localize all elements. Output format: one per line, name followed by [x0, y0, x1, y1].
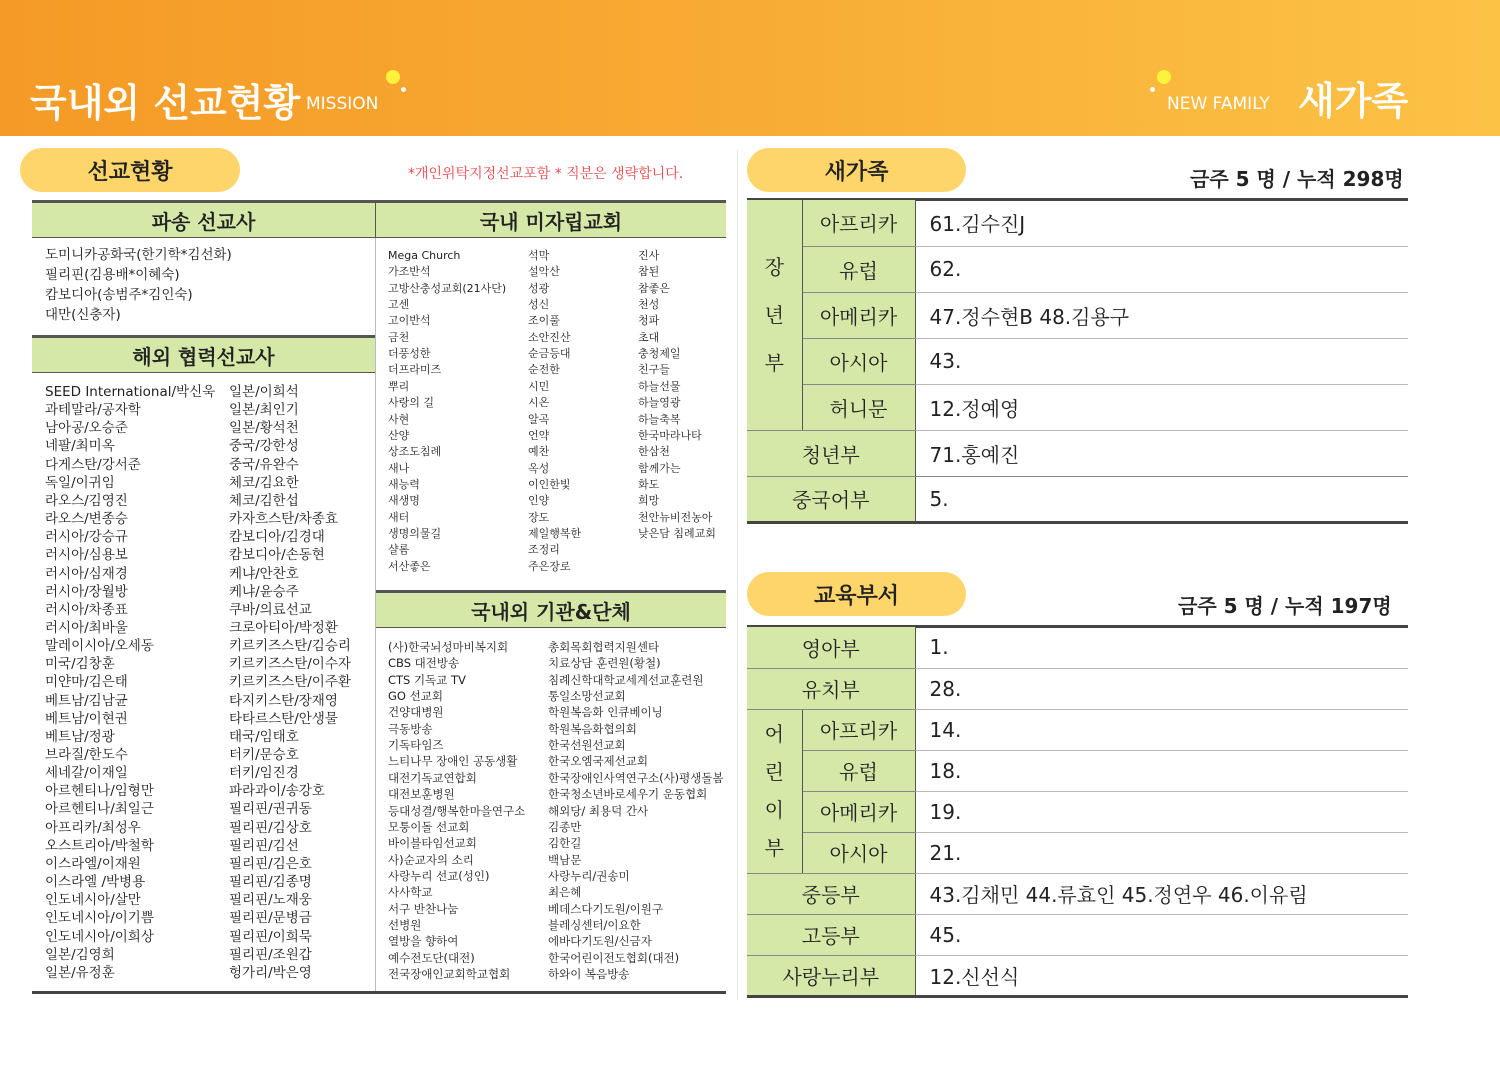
- list-item: 모퉁이돌 선교회: [388, 819, 470, 834]
- list-item: 캄보디아(송범주*김인숙): [45, 287, 193, 303]
- list-item: 언약: [528, 428, 550, 442]
- row-label: 사랑누리부: [747, 955, 915, 996]
- list-item: 이스라엘 /박병용: [45, 874, 146, 891]
- list-item: 가조반석: [388, 265, 431, 279]
- list-item: 필리핀/노재웅: [229, 892, 312, 909]
- list-item: 새능력: [388, 477, 420, 491]
- list-item: 일본/김영희: [45, 946, 115, 963]
- list-item: 필리핀/김상호: [229, 819, 312, 836]
- newfamily-subtitle: NEW FAMILY: [1167, 94, 1270, 114]
- list-item: GO 선교회: [388, 689, 443, 704]
- list-item: 말레이시아/오세동: [45, 638, 154, 655]
- list-item: 베트남/김남균: [45, 692, 128, 709]
- list-item: 이스라엘/이재원: [45, 855, 141, 872]
- list-item: 아르헨티나/임형만: [45, 783, 154, 800]
- list-item: 쿠바/의료선교: [229, 601, 312, 618]
- list-item: 에바다기도원/신금자: [548, 934, 652, 949]
- list-item: 충청제일: [638, 347, 681, 361]
- row-label: 아메리카: [802, 292, 915, 338]
- list-item: 캄보디아/손동현: [229, 547, 325, 564]
- list-item: 학원복음화 인큐베이닝: [548, 705, 663, 720]
- list-item: 서구 반찬나눔: [388, 901, 459, 916]
- row-value: 43.김채민 44.류효인 45.정연우 46.이유림: [915, 873, 1408, 914]
- list-item: 키르키즈스탄/이주환: [229, 674, 351, 691]
- list-item: 새터: [388, 510, 410, 524]
- list-item: 제일행복한: [528, 526, 582, 540]
- list-item: 사랑의 길: [388, 396, 435, 410]
- list-item: 케냐/안찬호: [229, 565, 299, 582]
- list-item: 오스트리아/박철학: [45, 837, 154, 854]
- list-item: 독일/이귀임: [45, 474, 115, 491]
- list-item: 초대: [638, 330, 660, 344]
- list-item: 아르헨티나/최일근: [45, 801, 154, 818]
- bottom-rule: [32, 991, 726, 994]
- newfamily-title: 새가족: [1298, 79, 1409, 123]
- list-item: 상조도침례: [388, 445, 442, 459]
- header-banner: [0, 0, 1500, 136]
- list-item: 소안진산: [528, 330, 571, 344]
- list-item: 등대성결/행복한마을연구소: [388, 803, 526, 818]
- list-item: 아프리카/최성우: [45, 819, 141, 836]
- list-item: 치료상담 훈련원(황철): [548, 656, 661, 671]
- page-divider: [737, 150, 738, 1000]
- list-item: 조이풀: [528, 314, 560, 328]
- list-item: 하늘영광: [638, 396, 681, 410]
- list-item: 시민: [528, 379, 550, 393]
- list-item: 카자흐스탄/차종효: [229, 511, 338, 528]
- list-item: 기독타임즈: [388, 738, 444, 753]
- row-value: 61.김수진J: [915, 200, 1408, 246]
- list-item: Mega Church: [388, 249, 461, 262]
- group-label-children: [747, 709, 802, 873]
- list-item: CBS 대전방송: [388, 656, 460, 671]
- list-item: 한국청소년바로세우기 운동협회: [548, 787, 708, 802]
- row-value: 12.정예영: [915, 384, 1408, 430]
- list-item: 남아공/오승준: [45, 420, 128, 437]
- list-item: (사)한국뇌성마비복지회: [388, 640, 509, 654]
- list-item: 해외당/ 최용덕 간사: [548, 803, 649, 818]
- list-item: 극동방송: [388, 721, 433, 736]
- list-item: 네팔/최미옥: [45, 438, 115, 455]
- list-item: 산양: [388, 428, 410, 442]
- row-label: 아메리카: [802, 791, 915, 832]
- list-item: 학원복음화협의회: [548, 721, 637, 736]
- list-item: 헝가리/박은영: [229, 964, 312, 981]
- list-item: 키르키즈스탄/김승리: [229, 638, 351, 655]
- row-label: 유럽: [802, 750, 915, 791]
- row-value: 1.: [915, 627, 1408, 668]
- list-item: 라오스/변종승: [45, 511, 128, 528]
- list-item: 하늘선물: [638, 379, 681, 393]
- row-label: 허니문: [802, 384, 915, 430]
- row-value: 28.: [915, 668, 1408, 709]
- list-item: 한국어린이전도협회(대전): [548, 950, 680, 965]
- list-item: 통일소망선교회: [548, 689, 626, 704]
- list-item: 블레싱센터/이요한: [548, 917, 641, 932]
- list-item: 베트남/이현권: [45, 710, 128, 727]
- row-value: 21.: [915, 832, 1408, 873]
- list-item: 고방산충성교회(21사단): [388, 281, 507, 295]
- list-item: 한국선원선교회: [548, 738, 626, 753]
- list-item: 전국장애인교회학교협회: [388, 967, 511, 981]
- list-item: 필리핀/조원갑: [229, 946, 312, 963]
- list-item: 알곡: [528, 412, 550, 426]
- row-label: 아프리카: [802, 709, 915, 750]
- list-item: 러시아/최바울: [45, 619, 128, 636]
- list-item: 캄보디아/김경대: [229, 529, 325, 546]
- dot-icon: [401, 87, 406, 92]
- row-value: 47.정수현B 48.김용구: [915, 292, 1408, 338]
- list-item: 일본/유정훈: [45, 964, 115, 981]
- list-item: 체코/김요한: [229, 474, 299, 491]
- list-item: 친구들: [638, 363, 670, 377]
- row-value: 18.: [915, 750, 1408, 791]
- list-item: 시온: [528, 396, 550, 410]
- list-item: 필리핀/이희묵: [229, 928, 312, 945]
- mission-note: *개인위탁지정선교포함 * 직분은 생략합니다.: [408, 166, 684, 182]
- list-item: 총회목회협력지원센타: [548, 640, 660, 654]
- list-item: 설악산: [528, 265, 560, 279]
- list-item: 하와이 복음방송: [548, 967, 630, 981]
- list-item: 김종만: [548, 819, 582, 834]
- list-item: 더풍성한: [388, 347, 431, 361]
- list-item: 옥성: [528, 461, 550, 475]
- list-item: 고센: [388, 298, 410, 312]
- list-item: 일본/황석천: [229, 420, 299, 437]
- newfamily-count: 금주 5 명 / 누적 298명: [1190, 167, 1404, 191]
- org-header: 국내외 기관&단체: [375, 590, 726, 628]
- list-item: 인도네시아/살만: [45, 892, 141, 909]
- partner-missionary-header: 해외 협력선교사: [32, 335, 375, 373]
- list-item: 순금등대: [528, 347, 571, 361]
- list-item: 예찬: [528, 445, 550, 459]
- list-item: 청파: [638, 314, 660, 328]
- list-item: 천안뉴비전농아: [638, 510, 713, 524]
- list-item: 과테말라/공자학: [45, 402, 141, 419]
- list-item: 인도네시아/이희상: [45, 928, 154, 945]
- row-label: 영아부: [747, 627, 915, 668]
- list-item: 사사학교: [388, 885, 433, 900]
- list-item: 백남문: [548, 852, 582, 867]
- list-item: 사)순교자의 소리: [388, 852, 474, 867]
- row-label: 아프리카: [802, 200, 915, 246]
- education-pill: 교육부서: [747, 572, 966, 616]
- list-item: 하늘축복: [638, 412, 681, 426]
- list-item: 참된: [638, 265, 660, 279]
- row-label: 유럽: [802, 246, 915, 292]
- list-item: 필리핀/권귀동: [229, 801, 312, 818]
- row-label: 청년부: [747, 430, 915, 476]
- list-item: 최은혜: [548, 885, 582, 900]
- list-item: 태국/임태호: [229, 728, 299, 745]
- list-item: 희망: [638, 494, 660, 508]
- list-item: SEED International/박신욱: [45, 384, 216, 400]
- list-item: 중국/강한성: [229, 438, 299, 455]
- row-value: 43.: [915, 338, 1408, 384]
- row-label: 아시아: [802, 832, 915, 873]
- list-item: 바이블타임선교회: [388, 836, 477, 851]
- list-item: 열방을 향하여: [388, 934, 459, 949]
- list-item: 러시아/장월방: [45, 583, 128, 600]
- list-item: 샬롬: [388, 543, 410, 557]
- list-item: 석막: [528, 249, 550, 262]
- list-item: 금천: [388, 330, 410, 344]
- list-item: 생명의물길: [388, 526, 442, 540]
- list-item: 사현: [388, 412, 410, 426]
- list-item: 대전보훈병원: [388, 787, 455, 802]
- list-item: 장도: [528, 510, 550, 524]
- list-item: 라오스/김영진: [45, 492, 128, 509]
- list-item: 새생명: [388, 494, 420, 508]
- list-item: 크로아티아/박정환: [229, 619, 338, 636]
- list-item: 함께가는: [638, 461, 681, 475]
- row-value: 71.홍예진: [915, 430, 1408, 476]
- sent-missionary-header: 파송 선교사: [32, 200, 375, 238]
- list-item: 터키/문승호: [229, 747, 299, 763]
- list-item: 성광: [528, 281, 550, 295]
- list-item: 침례신학대학교세계선교훈련원: [548, 672, 704, 687]
- list-item: 사랑누리/권송미: [548, 868, 630, 883]
- row-value: 19.: [915, 791, 1408, 832]
- list-item: 파라과이/송강호: [229, 783, 325, 800]
- list-item: 건양대병원: [388, 705, 444, 720]
- list-item: 선병원: [388, 917, 422, 932]
- list-item: 예수전도단(대전): [388, 950, 475, 965]
- list-item: 타지키스탄/장재영: [229, 692, 338, 709]
- mission-pill: 선교현황: [20, 148, 240, 192]
- list-item: 세네갈/이재일: [45, 765, 128, 782]
- row-label: 중등부: [747, 873, 915, 914]
- list-item: 더프라미즈: [388, 363, 442, 377]
- list-item: 미국/김창훈: [45, 656, 115, 673]
- row-label: 아시아: [802, 338, 915, 384]
- dot-icon: [1150, 87, 1155, 92]
- list-item: 천성: [638, 298, 660, 312]
- list-item: 체코/김한섭: [229, 492, 299, 509]
- list-item: 필리핀/문병금: [229, 910, 312, 927]
- list-item: 키르키즈스탄/이수자: [229, 656, 351, 673]
- dot-icon: [1157, 70, 1171, 84]
- row-value: 5.: [915, 476, 1408, 522]
- list-item: 일본/이희석: [229, 384, 299, 400]
- row-value: 14.: [915, 709, 1408, 750]
- group-label-jangnyeon: [747, 200, 802, 430]
- list-item: 순전한: [528, 363, 560, 377]
- list-item: 러시아/차종표: [45, 601, 128, 618]
- mission-title: 국내외 선교현황: [30, 81, 301, 125]
- list-item: 브라질/한도수: [45, 747, 128, 763]
- list-item: 성신: [528, 298, 550, 312]
- list-item: 필리핀/김선: [229, 837, 299, 854]
- domestic-church-header: 국내 미자립교회: [375, 200, 726, 238]
- row-label: 유치부: [747, 668, 915, 709]
- list-item: 주은장로: [528, 559, 571, 573]
- list-item: 한국오엠국제선교회: [548, 754, 648, 769]
- list-item: 인도네시아/이기쁨: [45, 910, 154, 927]
- list-item: 한삼천: [638, 445, 670, 459]
- list-item: 케냐/윤승주: [229, 583, 299, 600]
- list-item: 조정리: [528, 543, 560, 557]
- list-item: 베데스다기도원/이원구: [548, 901, 663, 916]
- list-item: 필리핀/김종명: [229, 874, 312, 891]
- list-item: 중국/유완수: [229, 456, 299, 473]
- column-divider: [375, 238, 376, 993]
- list-item: 한국마라나타: [638, 428, 702, 442]
- row-value: 12.신선식: [915, 955, 1408, 996]
- list-item: 느티나무 장애인 공동생활: [388, 754, 518, 769]
- row-value: 62.: [915, 246, 1408, 292]
- list-item: 대만(신충자): [45, 307, 121, 323]
- mission-subtitle: MISSION: [306, 94, 379, 114]
- list-item: 대전기독교연합회: [388, 770, 477, 785]
- list-item: 사랑누리 선교(성인): [388, 868, 490, 883]
- list-item: 러시아/강승규: [45, 529, 128, 546]
- education-count: 금주 5 명 / 누적 197명: [1178, 594, 1392, 618]
- list-item: 러시아/심재경: [45, 565, 128, 582]
- list-item: 인양: [528, 494, 550, 508]
- list-item: 베트남/정광: [45, 728, 115, 745]
- list-item: 필리핀/김은호: [229, 855, 312, 872]
- list-item: 진사: [638, 249, 660, 262]
- list-item: 미얀마/김은태: [45, 674, 128, 691]
- row-label: 중국어부: [747, 476, 915, 522]
- list-item: 낮은담 침례교회: [638, 526, 716, 540]
- list-item: 필리핀(김용배*이혜숙): [45, 267, 180, 283]
- list-item: 이인한빛: [528, 477, 571, 491]
- list-item: 터키/임진경: [229, 765, 299, 782]
- list-item: 러시아/심용보: [45, 547, 128, 564]
- list-item: 뿌리: [388, 379, 410, 393]
- list-item: 새나: [388, 461, 410, 475]
- dot-icon: [386, 70, 400, 84]
- row-label: 고등부: [747, 914, 915, 955]
- list-item: 김한길: [548, 836, 582, 851]
- list-item: 참좋은: [638, 281, 670, 295]
- list-item: 타타르스탄/안생물: [229, 710, 338, 727]
- newfamily-pill: 새가족: [747, 148, 966, 192]
- group-label-text: 장 년 부: [764, 254, 784, 375]
- list-item: 한국장애인사역연구소(사)평생돌봄: [548, 770, 724, 785]
- list-item: 고이반석: [388, 314, 431, 328]
- list-item: CTS 기독교 TV: [388, 672, 466, 687]
- group-label-text: 어 린 이 부: [764, 722, 784, 860]
- list-item: 서산좋은: [388, 559, 431, 573]
- list-item: 다게스탄/강서준: [45, 456, 141, 473]
- list-item: 화도: [638, 477, 660, 491]
- list-item: 일본/최인기: [229, 402, 299, 419]
- row-value: 45.: [915, 914, 1408, 955]
- list-item: 도미니카공화국(한기학*김선화): [45, 247, 232, 263]
